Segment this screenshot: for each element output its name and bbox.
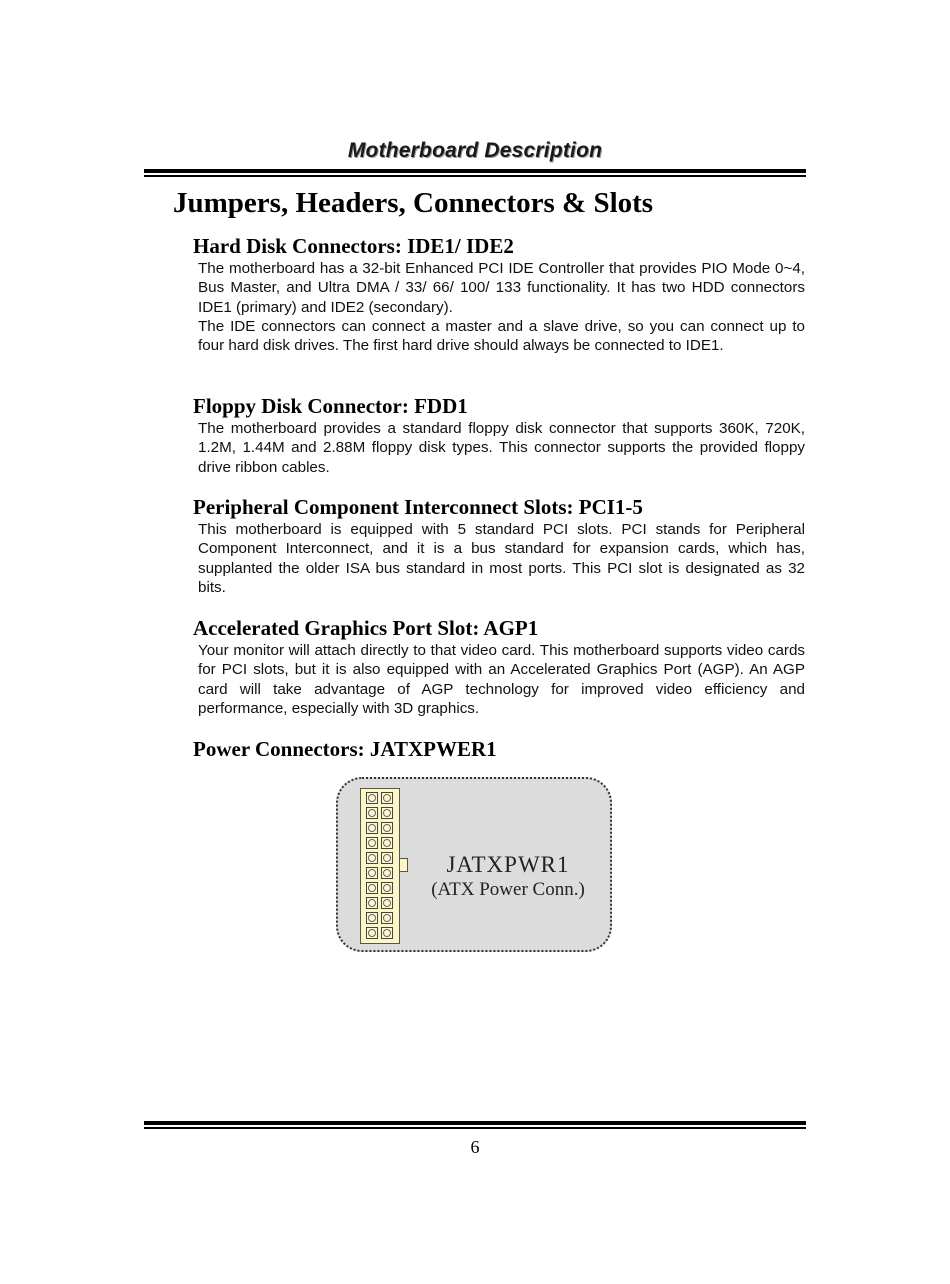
connector-pin (366, 822, 378, 834)
footer-rule-thick (144, 1121, 806, 1125)
connector-pin (381, 852, 393, 864)
connector-pin (381, 912, 393, 924)
connector-pin (381, 792, 393, 804)
page-heading: Jumpers, Headers, Connectors & Slots (173, 187, 654, 219)
section-title: Power Connectors: JATXPWER1 (193, 737, 497, 761)
section-paragraph: The motherboard provides a standard floppy disk connector that supports 360K, 720K, 1.2M, 1.44M and 2.88M floppy disk types. This connector supports the provided floppy drive ribbon cables. (198, 420, 805, 476)
header-title: Motherboard Description (347, 139, 603, 162)
connector-pin (366, 837, 378, 849)
connector-pin (366, 852, 378, 864)
section-paragraph: The IDE connectors can connect a master and a slave drive, so you can connect up to four hard disk drives. The first hard drive should always be connected to IDE1. (198, 317, 805, 355)
connector-pin (366, 927, 378, 939)
connector-body (360, 788, 400, 944)
section-power (193, 736, 805, 762)
section-paragraph: This motherboard is equipped with 5 standard PCI slots. PCI stands for Peripheral Component Interconnect, and it is a bus standard for expansion cards, which has, supplanted the older ISA bus standard in most ports. This PCI slot is designated as 32 bits. (198, 521, 805, 596)
connector-pin (366, 882, 378, 894)
connector-description: (ATX Power Conn.) (431, 879, 585, 900)
connector-pin (381, 807, 393, 819)
section-paragraph: Your monitor will attach directly to that video card. This motherboard supports video cards for PCI slots, but it is also equipped with an Accelerated Graphics Port (AGP). An AGP card will take advantage of AGP technology for improved video efficiency and performance, especially with 3D graphics. (198, 642, 805, 717)
atx-power-connector-diagram (336, 777, 612, 952)
section-pci (193, 494, 805, 597)
connector-name: JATXPWR1 (446, 852, 570, 877)
connector-pin (381, 897, 393, 909)
section-agp (193, 615, 805, 718)
section-title: Peripheral Component Interconnect Slots: PCI1-5 (193, 495, 643, 519)
section-title: Floppy Disk Connector: FDD1 (193, 394, 468, 418)
header-rule-thick (144, 169, 806, 173)
section-ide (193, 233, 805, 355)
page-number: 6 (470, 1137, 480, 1157)
section-fdd (193, 393, 805, 477)
section-paragraph: The motherboard has a 32-bit Enhanced PCI IDE Controller that provides PIO Mode 0~4, Bus Master, and Ultra DMA / 33/ 66/ 100/ 133 functionality. It has two HDD connectors IDE1 (primary) and IDE2 (secondary). (198, 260, 805, 316)
section-title: Hard Disk Connectors: IDE1/ IDE2 (193, 234, 514, 258)
connector-pin (381, 867, 393, 879)
connector-pin (366, 792, 378, 804)
connector-pin (366, 867, 378, 879)
header-rule-thin (144, 175, 806, 177)
connector-pin (366, 807, 378, 819)
connector-pin (381, 882, 393, 894)
connector-pin (381, 822, 393, 834)
connector-pin (381, 927, 393, 939)
section-title: Accelerated Graphics Port Slot: AGP1 (193, 616, 539, 640)
footer-rule-thin (144, 1127, 806, 1129)
connector-pin (366, 912, 378, 924)
connector-pin (366, 897, 378, 909)
connector-latch (400, 858, 408, 872)
connector-pin (381, 837, 393, 849)
